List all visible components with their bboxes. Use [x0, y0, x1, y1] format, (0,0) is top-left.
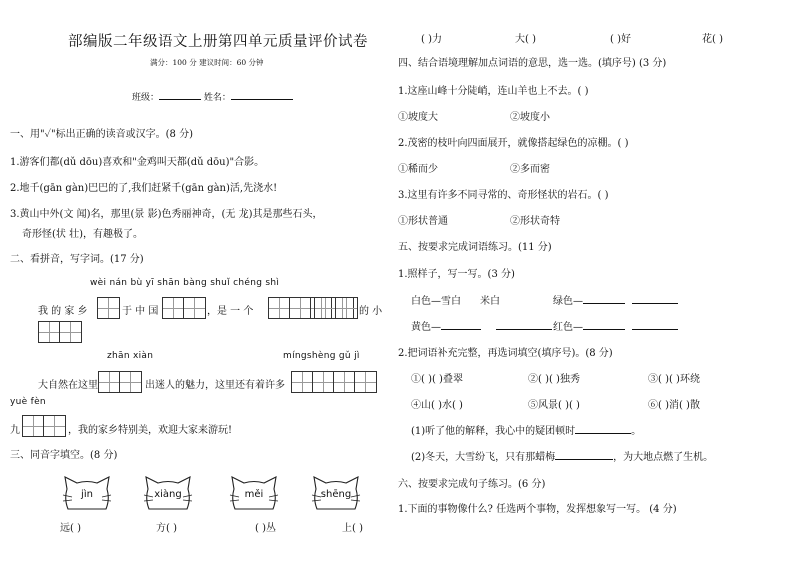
homophone-fill-1[interactable]: 远( ) [60, 523, 81, 534]
cat-card-sheng [311, 475, 361, 511]
section5-heading: 五、按要求完成词语练习。(11 分) [398, 242, 552, 253]
s2-text-2a: 大自然在这里 [38, 380, 98, 391]
s2-text-1a: 我 的 家 乡 [38, 306, 88, 317]
s2-text-3b: ，我的家乡特别美，欢迎大家来游玩! [68, 425, 233, 436]
example-2a [411, 318, 552, 333]
s6-question-1: 1.下面的事物像什么? 任选两个事物，发挥想象写一写。 (4 分) [398, 504, 677, 515]
s2-text-2b: 出迷人的魅力，这里还有着许多 [145, 380, 285, 391]
cat-pinyin: jìn [81, 489, 93, 500]
cat-card-mei [229, 475, 279, 511]
exam-meta: 满分：100 分 建议时间：60 分钟 [150, 58, 264, 67]
s1-question-2: 2.地千(gān gàn)巴巴的了,我们赶紧千(gān gàn)活,先浇水! [10, 183, 278, 194]
word-fill-5[interactable]: ⑤风景( )( ) [528, 400, 580, 411]
homophone-fill-4[interactable]: 上( ) [342, 523, 363, 534]
sentence-fill-2-text: (2)冬天，大雪纷飞，只有那蜡梅 [411, 452, 556, 463]
blank[interactable] [632, 302, 678, 304]
example-1c-label: 绿色— [553, 296, 583, 307]
word-fill-1[interactable]: ①( )( )叠翠 [411, 374, 463, 385]
s2-text-1b: 于 中 国 [122, 306, 159, 317]
blank[interactable] [583, 302, 625, 304]
homophone-fill-5[interactable]: ( )力 [421, 34, 442, 45]
word-fill-2[interactable]: ②( )( )独秀 [528, 374, 580, 385]
s4-q1-option-2[interactable]: ②坡度小 [510, 112, 550, 123]
s2-text-1c: ，是 一 个 [207, 306, 254, 317]
s2-text-1d: 的 小 [359, 306, 383, 317]
name-label: 姓名： [203, 93, 231, 103]
s4-q3-option-1[interactable]: ①形状普通 [398, 216, 448, 227]
s4-q2-option-2[interactable]: ②多而密 [510, 164, 550, 175]
answer-grid-yuefen[interactable] [22, 415, 66, 437]
blank[interactable] [555, 458, 613, 460]
cat-pinyin: měi [244, 489, 264, 500]
s5-question-1: 1.照样子，写一写。(3 分) [398, 269, 515, 280]
section1-heading: 一、用"✓"标出正确的读音或汉字。(8 分) [10, 129, 193, 140]
word-fill-3[interactable]: ③( )( )环绕 [648, 374, 700, 385]
section6-heading: 六、按要求完成句子练习。(6 分) [398, 479, 546, 490]
blank[interactable] [441, 328, 481, 330]
example-1b: 米白 [480, 296, 500, 307]
cat-pinyin: shēng [320, 489, 352, 500]
section3-heading: 三、同音字填空。(8 分) [10, 450, 118, 461]
s2-text-3a: 九 [10, 425, 20, 436]
homophone-fill-7[interactable]: ( )好 [610, 34, 631, 45]
section4-heading: 四、结合语境理解加点词语的意思，选一选。(填序号) (3 分) [398, 58, 667, 69]
name-field[interactable] [231, 98, 293, 100]
s4-q2-option-1[interactable]: ①稀而少 [398, 164, 438, 175]
s4-q3-option-2[interactable]: ②形状奇特 [510, 216, 560, 227]
page-title: 部编版二年级语文上册第四单元质量评价试卷 [68, 34, 368, 50]
cat-pinyin: xiàng [154, 489, 182, 500]
word-fill-6[interactable]: ⑥( )消( )散 [648, 400, 700, 411]
sentence-fill-1: (1)听了他的解释，我心中的疑团顿时 。 [411, 426, 642, 437]
example-2b [553, 318, 678, 333]
sentence-fill-1-text: (1)听了他的解释，我心中的疑团顿时 [411, 426, 576, 437]
pinyin-row-1: wèi nán bù yī shān bàng shuǐ chéng shì [90, 278, 280, 288]
student-info-row [132, 90, 293, 103]
blank[interactable] [632, 328, 678, 330]
pinyin-row-2a: zhān xiàn [107, 351, 154, 361]
blank[interactable] [583, 328, 625, 330]
s4-q1-option-1[interactable]: ①坡度大 [398, 112, 438, 123]
homophone-fill-2[interactable]: 方( ) [156, 523, 177, 534]
s1-question-1: 1.游客们都(dǔ dōu)喜欢和"金鸡叫天都(dǔ dōu)"合影。 [10, 157, 265, 168]
word-fill-4[interactable]: ④山( )水( ) [411, 400, 463, 411]
answer-grid-zhanxian[interactable] [98, 371, 142, 393]
homophone-fill-6[interactable]: 大( ) [515, 34, 536, 45]
s4-question-3: 3.这里有许多不同寻常的、奇形怪状的岩石。( ) [398, 190, 609, 201]
homophone-fill-3[interactable]: ( )丛 [255, 523, 276, 534]
example-2b-label: 红色— [553, 322, 583, 333]
s4-question-2: 2.茂密的枝叶向四面展开，就像搭起绿色的凉棚。( ) [398, 138, 629, 149]
blank[interactable] [496, 328, 552, 330]
sentence-fill-2-tail: ，为大地点燃了生机。 [613, 452, 714, 463]
class-field[interactable] [159, 98, 201, 100]
s4-question-1: 1.这座山峰十分陡峭，连山羊也上不去。( ) [398, 86, 589, 97]
s1-question-3-cont: 奇形怪(状 壮)，有趣极了。 [22, 229, 143, 240]
sentence-fill-2 [411, 448, 713, 463]
answer-grid-chengshi[interactable] [314, 297, 358, 319]
pinyin-row-2b: míngshèng gǔ jì [283, 351, 360, 361]
section2-heading: 二、看拼音，写字词。(17 分) [10, 254, 144, 265]
answer-grid-mingshengguji[interactable] [291, 371, 377, 393]
example-1c [553, 292, 678, 307]
example-1a: 白色—雪白 [411, 296, 461, 307]
class-label: 班级： [132, 93, 160, 103]
cat-card-jin [62, 475, 112, 511]
cat-card-xiang [143, 475, 193, 511]
answer-grid-row1-cont[interactable] [38, 321, 82, 343]
example-2a-label: 黄色— [411, 322, 441, 333]
s1-question-3: 3.黄山中外(文 闻)名，那里(景 影)色秀丽神奇，(无 龙)其是那些石头， [10, 209, 323, 220]
pinyin-row-3: yuè fèn [10, 397, 46, 407]
answer-grid-wei[interactable] [97, 297, 120, 319]
blank[interactable] [575, 432, 631, 434]
homophone-fill-8[interactable]: 花( ) [702, 34, 723, 45]
answer-grid-nanbu[interactable] [162, 297, 206, 319]
s5-question-2: 2.把词语补充完整，再选词填空(填序号)。(8 分) [398, 348, 613, 359]
